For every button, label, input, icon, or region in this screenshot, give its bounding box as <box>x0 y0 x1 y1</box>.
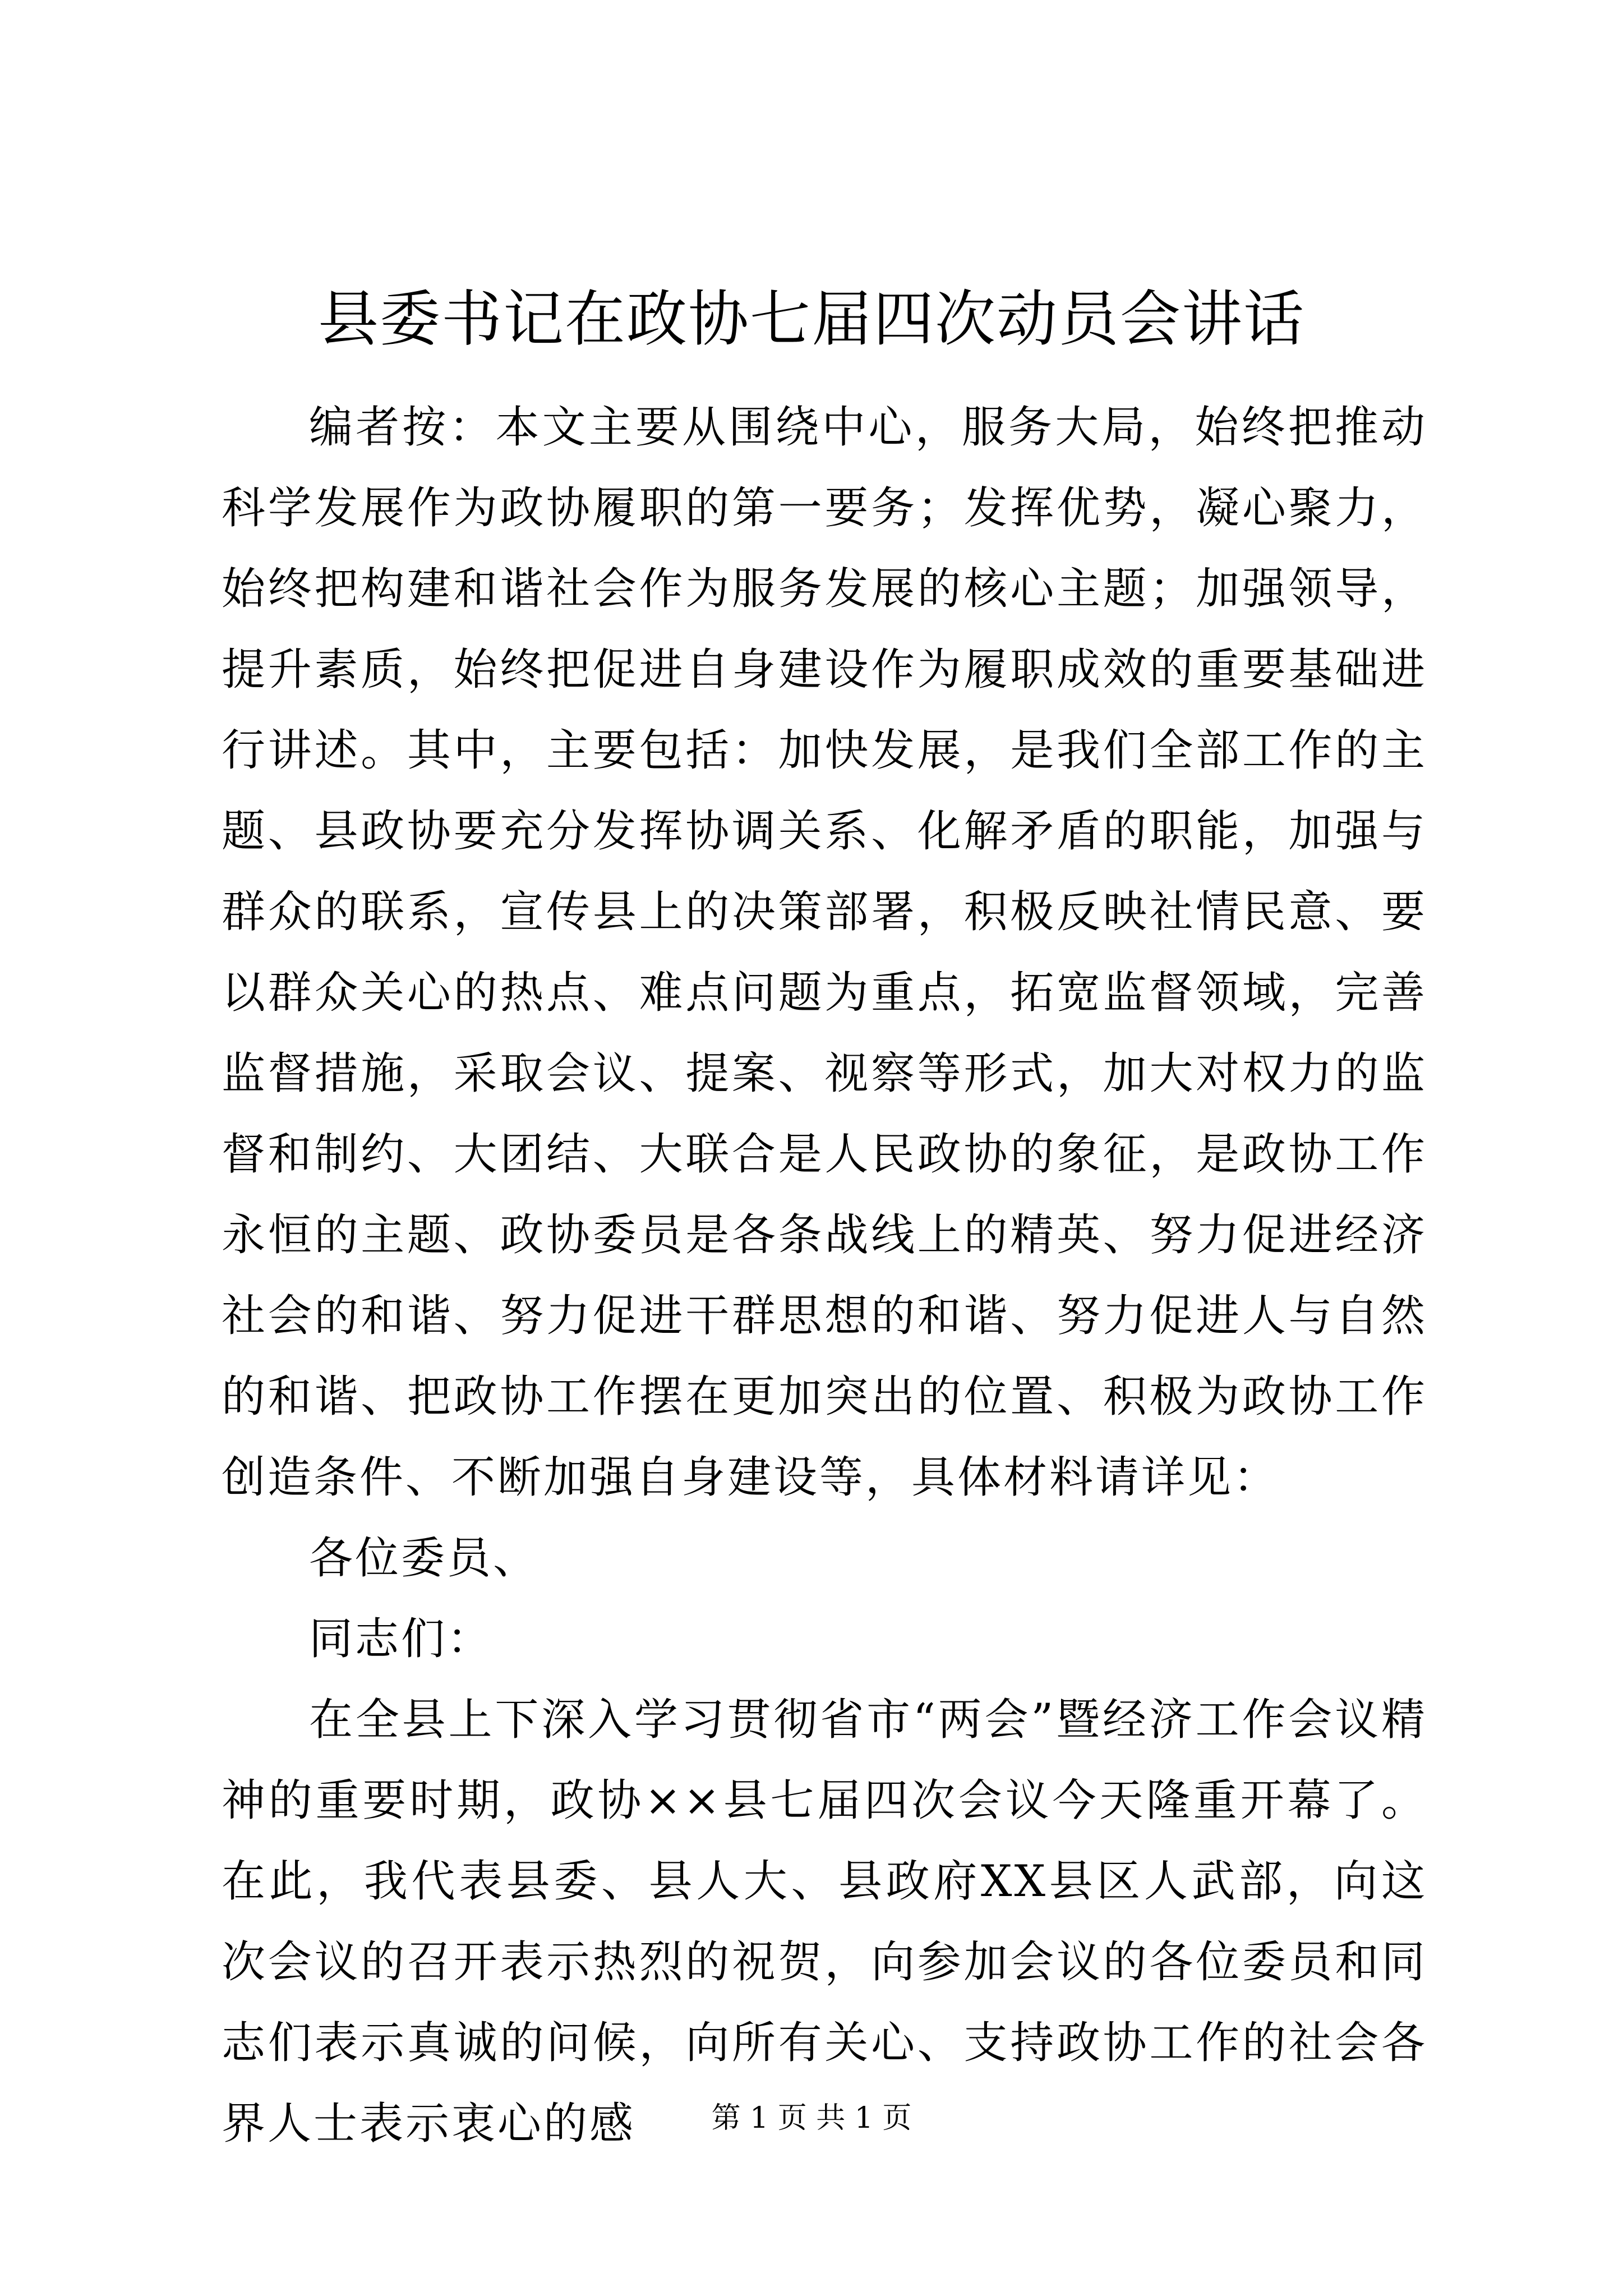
salutation-members: 各位委员、 <box>309 1533 540 1584</box>
page-number-label: 第 1 页 共 1 页 <box>711 2101 912 2135</box>
salutation-comrades: 同志们： <box>309 1614 494 1664</box>
document-title: 县委书记在政协七届四次动员会讲话 <box>317 284 1305 355</box>
document-body <box>222 387 1427 2164</box>
speech-paragraph: 在全县上下深入学习贯彻省市“两会”暨经济工作会议精神的重要时期，政协××县七届四次会议今天隆重开幕了。在此，我代表县委、县人大、县政府XX县区人武部，向这次会议的召开表示热烈的祝贺，向参加会议的各位委员和同志们表示真诚的问候，向所有关心、支持政协工作的社会各界人士表示衷心的感 <box>222 1695 1427 2149</box>
editor-note-paragraph: 编者按：本文主要从围绕中心，服务大局，始终把推动科学发展作为政协履职的第一要务；发挥优势，凝心聚力，始终把构建和谐社会作为服务发展的核心主题；加强领导，提升素质，始终把促进自身建设作为履职成效的重要基础进行讲述。其中，主要包括：加快发展，是我们全部工作的主题、县政协要充分发挥协调关系、化解矛盾的职能，加强与群众的联系，宣传县上的决策部署，积极反映社情民意、要以群众关心的热点、难点问题为重点，拓宽监督领域，完善监督措施，采取会议、提案、视察等形式，加大对权力的监督和制约、大团结、大联合是人民政协的象征，是政协工作永恒的主题、政协委员是各条战线上的精英、努力促进经济社会的和谐、努力促进干群思想的和谐、努力促进人与自然的和谐、把政协工作摆在更加突出的位置、积极为政协工作创造条件、不断加强自身建设等，具体材料请详见： <box>222 402 1427 1503</box>
page-footer <box>0 2101 1623 2135</box>
